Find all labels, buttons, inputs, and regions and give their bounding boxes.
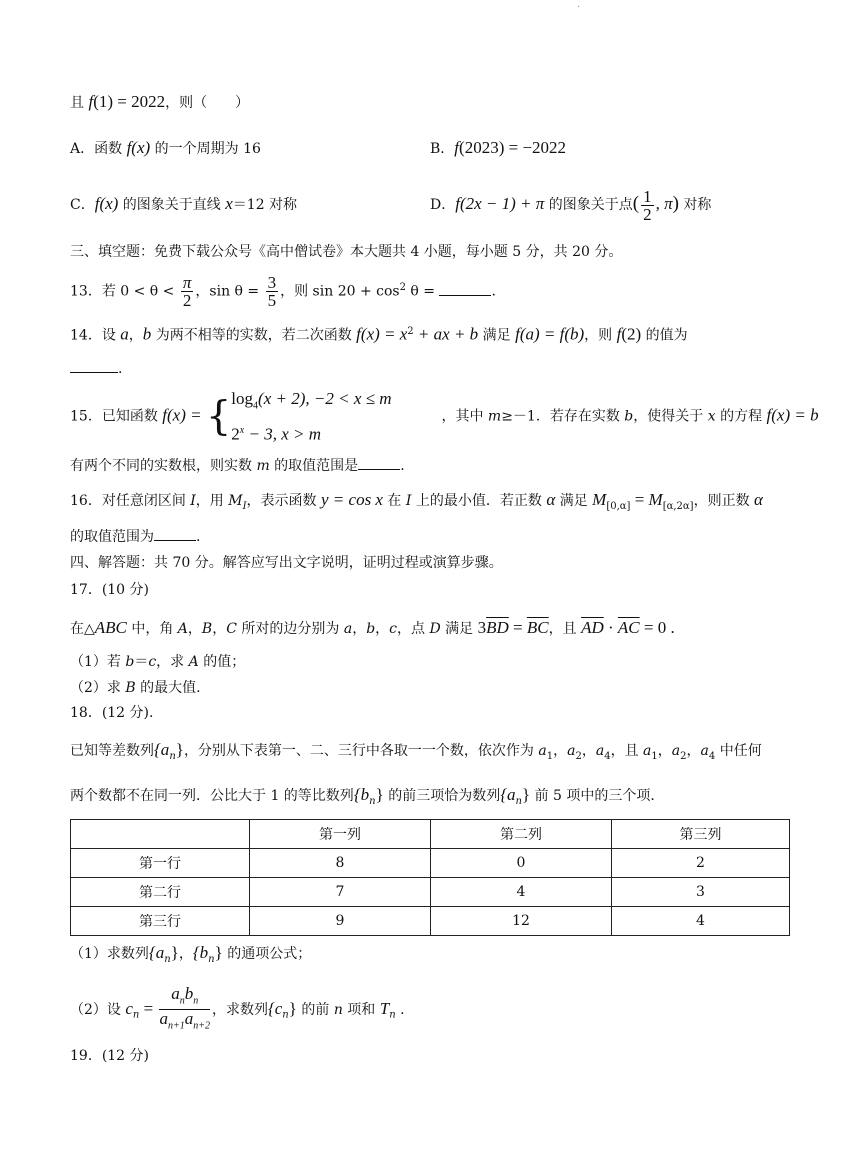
question-18-part-1: （1）求数列$\{a_n\}$，$\{b_n\}$ 的通项公式； <box>70 943 312 965</box>
answer-blank <box>439 281 491 296</box>
q12-option-d: D．f(2x − 1) + π 的图象关于点( $\frac{1}{2}$ , π) 对称 <box>430 186 712 224</box>
table-cell: 4 <box>612 907 790 936</box>
table-cell: 0 <box>431 849 612 878</box>
answer-blank <box>70 358 118 373</box>
question-13: 13．若 0 < θ < $\frac{\pi}{2}$ ，sin θ = $\frac{3}{5}$ ，则 $\sin 20 + \cos^2 \theta$ = . <box>70 273 496 311</box>
table-row <box>71 907 790 936</box>
table-header-cell: 第三列 <box>612 820 790 849</box>
table-cell: 第二行 <box>71 878 250 907</box>
table-cell: 7 <box>250 878 431 907</box>
section-3-heading: 三、填空题：免费下载公众号《高中僧试卷》本大题共 4 小题，每小题 5 分，共 20 分。 <box>70 244 623 260</box>
question-18-line-1: 已知等差数列$\{a_n\}$，分别从下表第一、二、三行中各取一一个数，依次作为 $a_1$，$a_2$，$a_4$，且 $a_1$，$a_2$，$a_4$ 中任何 <box>70 740 762 762</box>
table-cell: 4 <box>431 878 612 907</box>
question-15-line-1: 15．已知函数 f(x) = { $\log_4(x + 2)$, −2 < x ≤ m $2^x - 3$, x > m ，其中 m≥－1．若存在实数 b，使得关于 x 的方程 f(x) = b <box>70 386 819 447</box>
table-header-cell <box>71 820 250 849</box>
answer-blank <box>154 526 196 541</box>
question-17-stem: 在△ABC 中，角 A，B，C 所对的边分别为 a，b，c，点 D 满足 $3\overline{BD} = \overline{BC}$，且 $\overline{AD} \cdot \overline{AC} = 0$ . <box>70 618 675 637</box>
table-cell: 8 <box>250 849 431 878</box>
scan-dot: · <box>577 2 581 13</box>
table-cell: 12 <box>431 907 612 936</box>
table-row <box>71 878 790 907</box>
q12-option-a: A．函数 f(x) 的一个周期为 16 <box>70 138 261 157</box>
question-15-line-2: 有两个不同的实数根，则实数 m 的取值范围是 . <box>70 455 405 476</box>
q12-option-c: C．f(x) 的图象关于直线 x＝12 对称 <box>70 194 298 213</box>
question-14-line-2: . <box>70 358 122 379</box>
table-cell: 3 <box>612 878 790 907</box>
question-17-part-2: （2）求 B 的最大值. <box>70 680 201 696</box>
table-header-cell: 第一列 <box>250 820 431 849</box>
table-cell: 9 <box>250 907 431 936</box>
question-17-heading: 17．(10 分) <box>70 582 150 598</box>
piecewise-cases: $\log_4(x + 2)$, −2 < x ≤ m $2^x - 3$, x > m <box>231 389 392 445</box>
table-header-cell: 第二列 <box>431 820 612 849</box>
q12-stem: 且 f(1) = 2022，则（ ） <box>70 92 250 111</box>
fraction-pi-over-2: $\frac{\pi}{2}$ <box>182 273 192 311</box>
table-row <box>71 849 790 878</box>
question-19-heading: 19．(12 分) <box>70 1048 150 1064</box>
question-16-line-2: 的取值范围为 . <box>70 526 200 547</box>
answer-blank <box>358 455 400 470</box>
question-17-part-1: （1）若 b＝c，求 A 的值； <box>70 654 246 670</box>
question-18-part-2: （2）设 $c_n$ = $\frac{a_nb_n}{a_{n+1}a_{n+2}}$ ，求数列$\{c_n\}$ 的前 n 项和 $T_n$ . <box>70 985 405 1036</box>
fraction-cn-definition: $\frac{a_nb_n}{a_{n+1}a_{n+2}}$ <box>159 984 210 1032</box>
fraction-three-fifths: $\frac{3}{5}$ <box>267 273 277 311</box>
table-cell: 2 <box>612 849 790 878</box>
section-4-heading: 四、解答题：共 70 分。解答应写出文字说明，证明过程或演算步骤。 <box>70 555 503 571</box>
fraction-one-half: $\frac{1}{2}$ <box>643 186 652 224</box>
question-18-line-2: 两个数都不在同一列．公比大于 1 的等比数列$\{b_n\}$ 的前三项恰为数列$\{a_n\}$ 前 5 项中的三个项. <box>70 785 655 807</box>
table-header-row <box>71 820 790 849</box>
table-cell: 第一行 <box>71 849 250 878</box>
question-14-line-1: 14．设 a，b 为两不相等的实数，若二次函数 $f(x) = x^2$ + ax + b 满足 f(a) = f(b)，则 f(2) 的值为 <box>70 324 688 344</box>
selection-table <box>70 819 790 936</box>
table-cell: 第三行 <box>71 907 250 936</box>
q12-option-b: B．f(2023) = −2022 <box>430 138 567 157</box>
question-18-heading: 18．(12 分). <box>70 705 154 721</box>
question-16-line-1: 16．对任意闭区间 I，用 $M_I$，表示函数 y = cos x 在 I 上的最小值．若正数 α 满足 $M_{[0,\alpha]} = M_{[\alpha,2\alpha]}$，则正数 α <box>70 490 763 512</box>
